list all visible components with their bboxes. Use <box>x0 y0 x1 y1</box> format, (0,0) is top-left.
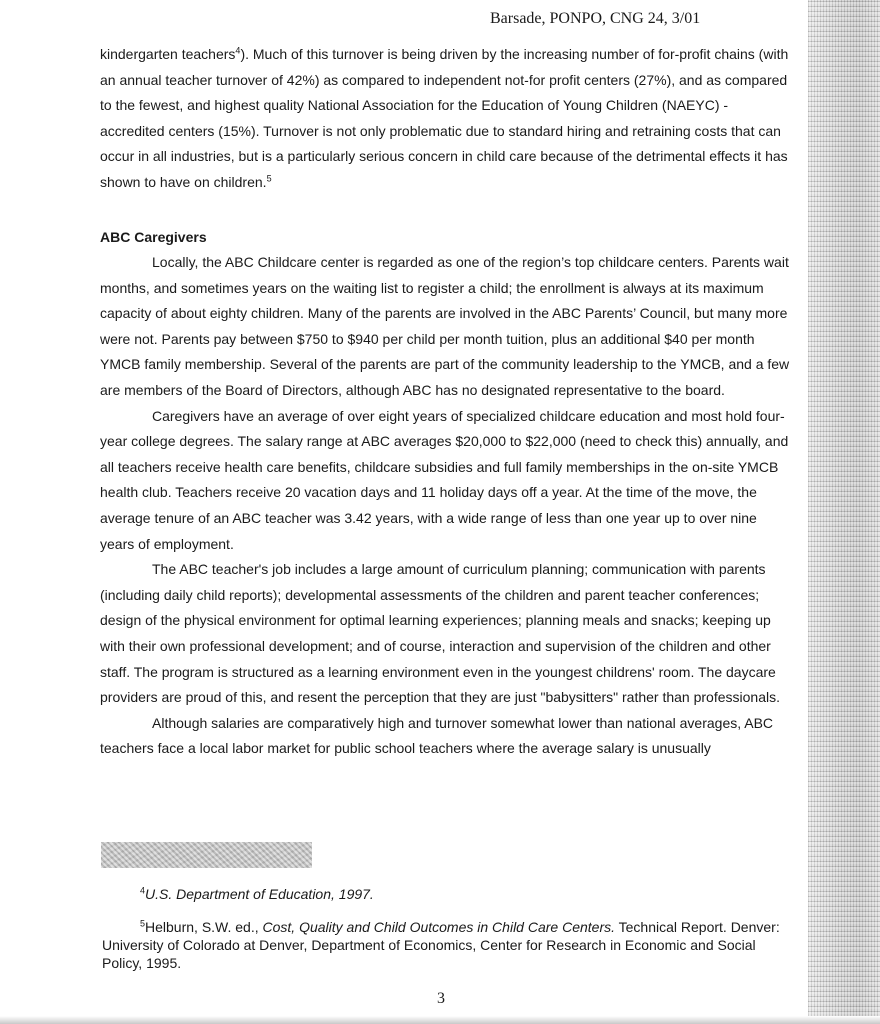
body-paragraph: Although salaries are comparatively high and turnover somewhat lower than national averages, ABC teachers face a local labor market for public school teachers where the average salary is unusually <box>100 714 774 757</box>
footnote-4: $^4$U.S. Department of Education, 1997. <box>140 885 374 902</box>
footnote-ref-5: 5 <box>266 173 272 184</box>
footnote-separator-smudge <box>101 842 312 868</box>
intro-paragraph: kindergarten teachers$^4$). Much of this turnover is being driven by the increasing number of for-profit chains (with an annual teacher turnover of 42%) as compared to independent not-for profit centers (27%), and as compared to the fewest, and highest quality National Association for the Education of Young Children (NAEYC) -accredited centers (15%). Turnover is not only problematic due to standard hiring and retraining costs that can occur in all industries, but is a particularly serious concern in child care because of the detrimental effects it has shown to have on children.$^5$ <box>100 45 789 190</box>
running-head: Barsade, PONPO, CNG 24, 3/01 <box>490 10 701 27</box>
body-paragraph: Caregivers have an average of over eight years of specialized childcare education and most hold four-year college degrees. The salary range at ABC averages $20,000 to $22,000 (need to check this) annually, and all teachers receive health care benefits, childcare subsidies and full family memberships in the on-site YMCB health club. Teachers receive 20 vacation days and 11 holiday days off a year. At the time of the move, the average tenure of an ABC teacher was 3.42 years, with a wide range of less than one year up to over nine years of employment. <box>100 407 789 552</box>
scan-edge-bottom <box>0 1016 880 1024</box>
section-body <box>100 250 790 762</box>
footnote-ref-4: 4 <box>235 45 241 56</box>
section-heading: ABC Caregivers <box>100 229 207 245</box>
body-paragraph: The ABC teacher's job includes a large amount of curriculum planning; communication with parents (including daily child reports); developmental assessments of the children and parent teacher conferences; design of the physical environment for optimal learning experiences; planning meals and snacks; keeping up with their own professional development; and of course, interaction and supervision of the children and other staff. The program is structured as a learning environment even in the youngest childrens' room. The daycare providers are proud of this, and resent the perception that they are just "babysitters" rather than professionals. <box>100 561 780 706</box>
body-paragraph: Locally, the ABC Childcare center is regarded as one of the region’s top childcare centers. Parents wait months, and sometimes years on the waiting list to register a child; the enrollment is always at its maximum capacity of about eighty children. Many of the parents are involved in the ABC Parents’ Council, but many more were not. Parents pay between $750 to $940 per child per month tuition, plus an additional $40 per month YMCB family membership. Several of the parents are part of the community leadership to the YMCB, and a few are members of the Board of Directors, although ABC has no designated representative to the board. <box>100 254 790 398</box>
footnote-5: $^5$Helburn, S.W. ed., Cost, Quality and Child Outcomes in Child Care Centers. Technical Report. Denver: University of Colorado at Denver, Department of Economics, Center for Research in Economic and Social Policy, 1995. <box>102 918 780 971</box>
page-number: 3 <box>437 990 445 1007</box>
scan-edge-right <box>808 0 880 1024</box>
